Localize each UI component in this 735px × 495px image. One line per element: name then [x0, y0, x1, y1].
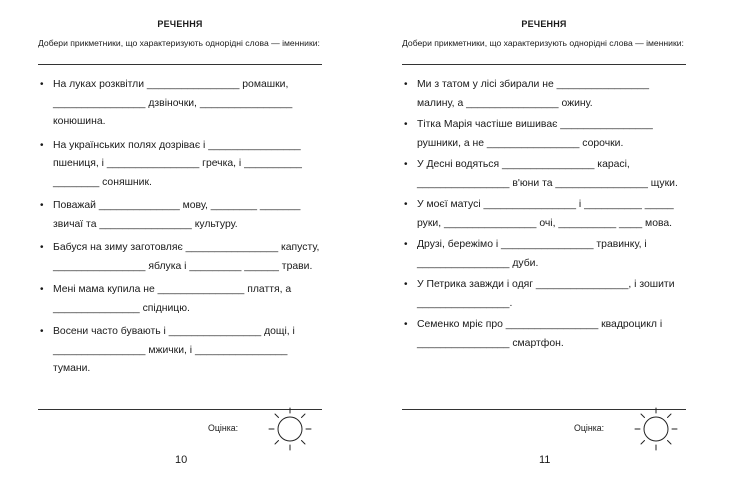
task-instruction: Добери прикметники, що характеризують однорідні слова — іменники:	[38, 38, 320, 48]
exercise-item: • У Десні водяться ________________ карасі, ________________ в'юни та ________________ щуки.	[402, 156, 686, 193]
exercise-item: • У моєї матусі ________________ і __________ _____ руки, ________________ очі, __________ ____ мова.	[402, 196, 686, 233]
page-title: РЕЧЕННЯ	[157, 19, 203, 29]
exercise-item: • Восени часто бувають і ________________ дощі, і ________________ мжички, і ________________ тумани.	[38, 323, 322, 379]
exercise-item: • Друзі, бережімо і ________________ травинку, і ________________ дуби.	[402, 236, 686, 273]
divider	[38, 64, 322, 65]
exercise-item: • Тітка Марія частіше вишиває ________________ рушники, а не ________________ сорочки.	[402, 116, 686, 153]
page-number: 10	[175, 454, 188, 466]
exercise-item: • Бабуся на зиму заготовляє ________________ капусту, ________________ яблука і _________ ______ трави.	[38, 239, 322, 276]
page-number: 11	[539, 454, 551, 466]
exercise-item: • Семенко мріє про ________________ квадроцикл і ________________ смартфон.	[402, 316, 686, 353]
exercise-list	[402, 76, 686, 353]
exercise-item: • Поважай ______________ мову, ________ _______ звичаї та ________________ культуру.	[38, 197, 322, 234]
exercise-list	[38, 76, 322, 379]
page-title: РЕЧЕННЯ	[521, 19, 567, 29]
exercise-item: • На луках розквітли ________________ ромашки, ________________ дзвіночки, ________________ конюшина.	[38, 76, 322, 132]
exercise-item: • На українських полях дозріває і ________________ пшениця, і ________________ гречка, і __________ ________ соняшник.	[38, 137, 322, 193]
grade-label: Оцінка:	[574, 423, 605, 433]
exercise-item: • У Петрика завжди і одяг ________________, і зошити ________________.	[402, 276, 686, 313]
right-page	[402, 0, 686, 495]
task-instruction: Добери прикметники, що характеризують однорідні слова — іменники:	[402, 38, 684, 48]
sun-icon	[266, 405, 314, 453]
left-page	[38, 0, 322, 495]
divider	[402, 64, 686, 65]
exercise-item: • Мені мама купила не _______________ плаття, а _______________ спідницю.	[38, 281, 322, 318]
exercise-item: • Ми з татом у лісі збирали не ________________ малину, а ________________ ожину.	[402, 76, 686, 113]
grade-label: Оцінка:	[208, 423, 239, 433]
sun-icon	[632, 405, 680, 453]
